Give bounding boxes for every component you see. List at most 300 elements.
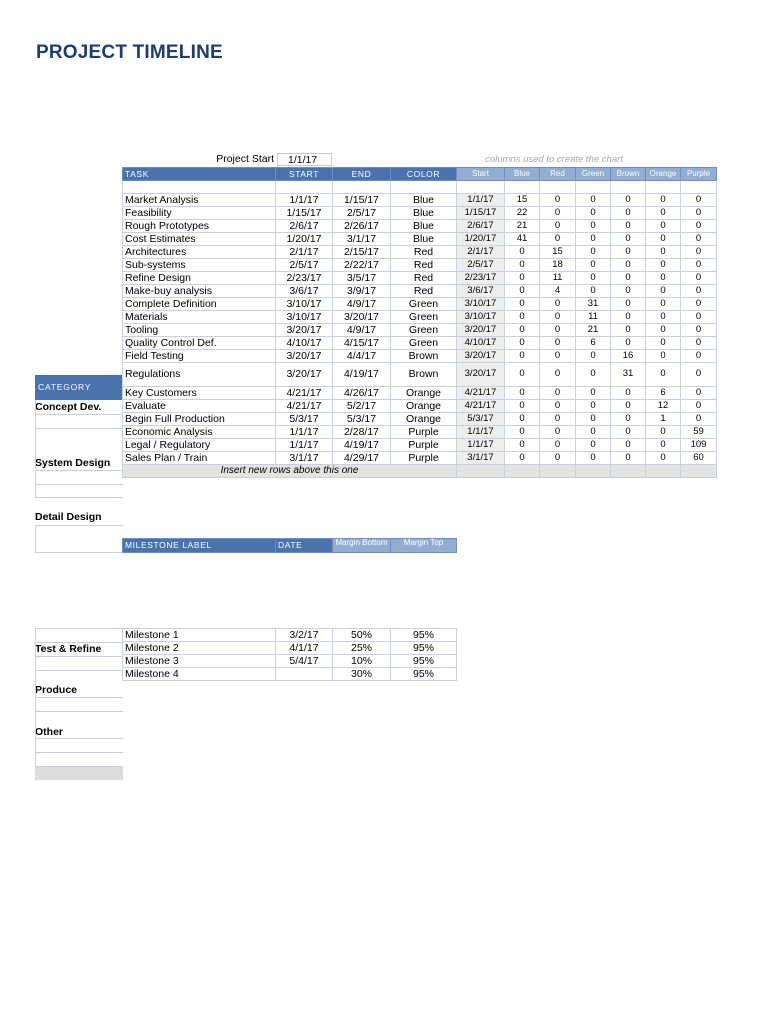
- header-milestone-date: DATE: [276, 539, 333, 553]
- task-cell-blue[interactable]: 22: [505, 206, 540, 219]
- header-color: COLOR: [391, 168, 457, 181]
- task-cell-start[interactable]: 4/10/17: [276, 336, 333, 349]
- task-cell-color[interactable]: Brown: [391, 362, 457, 386]
- task-cell-orange[interactable]: 0: [646, 310, 681, 323]
- task-cell-brown[interactable]: 16: [611, 349, 646, 362]
- task-cell-brown[interactable]: 0: [611, 412, 646, 425]
- task-cell-color[interactable]: Red: [391, 258, 457, 271]
- task-cell-brown[interactable]: 31: [611, 362, 646, 386]
- task-cell-start[interactable]: 4/21/17: [276, 386, 333, 399]
- task-cell-task[interactable]: Tooling: [123, 323, 276, 336]
- project-start-label: Project Start: [216, 153, 274, 165]
- task-cell-color[interactable]: Blue: [391, 232, 457, 245]
- task-cell-task[interactable]: Legal / Regulatory: [123, 438, 276, 451]
- insert-cell: [540, 464, 576, 477]
- task-cell-orange[interactable]: 0: [646, 297, 681, 310]
- milestone-row: [123, 668, 457, 681]
- task-cell-task[interactable]: Feasibility: [123, 206, 276, 219]
- task-cell-green[interactable]: 0: [576, 438, 611, 451]
- milestone-cell-label[interactable]: Milestone 1: [123, 629, 276, 642]
- task-cell-task[interactable]: Quality Control Def.: [123, 336, 276, 349]
- gridline: [35, 497, 123, 498]
- task-row: [123, 206, 717, 219]
- blank-cell[interactable]: [505, 181, 540, 194]
- blank-cell[interactable]: [123, 181, 276, 194]
- task-cell-start[interactable]: 3/20/17: [276, 323, 333, 336]
- task-cell-end[interactable]: 2/22/17: [333, 258, 391, 271]
- task-row: [123, 323, 717, 336]
- task-cell-purple[interactable]: 0: [681, 323, 717, 336]
- task-cell-green[interactable]: 21: [576, 323, 611, 336]
- task-cell-orange[interactable]: 0: [646, 258, 681, 271]
- header-green: Green: [576, 168, 611, 181]
- task-cell-color[interactable]: Blue: [391, 193, 457, 206]
- task-cell-task[interactable]: Make-buy analysis: [123, 284, 276, 297]
- task-cell-green[interactable]: 11: [576, 310, 611, 323]
- task-cell-hstart[interactable]: 3/6/17: [457, 284, 505, 297]
- task-cell-orange[interactable]: 0: [646, 284, 681, 297]
- category-concept-dev[interactable]: Concept Dev.: [35, 401, 102, 413]
- task-cell-task[interactable]: Sub-systems: [123, 258, 276, 271]
- task-cell-task[interactable]: Evaluate: [123, 399, 276, 412]
- task-cell-green[interactable]: 0: [576, 206, 611, 219]
- task-cell-purple[interactable]: 0: [681, 193, 717, 206]
- task-cell-blue[interactable]: 0: [505, 399, 540, 412]
- task-cell-orange[interactable]: 0: [646, 362, 681, 386]
- header-task: TASK: [123, 168, 276, 181]
- task-cell-blue[interactable]: 0: [505, 258, 540, 271]
- insert-cell: [646, 464, 681, 477]
- task-row: [123, 336, 717, 349]
- insert-note: Insert new rows above this one: [123, 464, 457, 477]
- task-cell-green[interactable]: 0: [576, 219, 611, 232]
- task-cell-blue[interactable]: 0: [505, 245, 540, 258]
- task-cell-purple[interactable]: 0: [681, 258, 717, 271]
- task-cell-hstart[interactable]: 1/1/17: [457, 425, 505, 438]
- task-row: [123, 297, 717, 310]
- task-cell-blue[interactable]: 0: [505, 323, 540, 336]
- task-cell-blue[interactable]: 0: [505, 412, 540, 425]
- task-cell-purple[interactable]: 0: [681, 362, 717, 386]
- task-cell-end[interactable]: 4/19/17: [333, 362, 391, 386]
- milestone-cell-margin-top[interactable]: 95%: [391, 629, 457, 642]
- task-cell-color[interactable]: Orange: [391, 386, 457, 399]
- milestone-cell-margin-bottom[interactable]: 30%: [333, 668, 391, 681]
- task-cell-end[interactable]: 4/4/17: [333, 349, 391, 362]
- milestone-header-row: [123, 539, 457, 553]
- blank-cell[interactable]: [333, 181, 391, 194]
- milestone-cell-margin-top[interactable]: 95%: [391, 655, 457, 668]
- task-cell-red[interactable]: 0: [540, 362, 576, 386]
- task-cell-hstart[interactable]: 3/10/17: [457, 310, 505, 323]
- task-cell-end[interactable]: 2/28/17: [333, 425, 391, 438]
- task-cell-end[interactable]: 1/15/17: [333, 193, 391, 206]
- task-cell-end[interactable]: 2/5/17: [333, 206, 391, 219]
- blank-cell[interactable]: [540, 181, 576, 194]
- task-cell-red[interactable]: 4: [540, 284, 576, 297]
- task-cell-red[interactable]: 0: [540, 193, 576, 206]
- milestone-row: [123, 655, 457, 668]
- task-cell-hstart[interactable]: 1/20/17: [457, 232, 505, 245]
- task-cell-color[interactable]: Orange: [391, 399, 457, 412]
- task-cell-brown[interactable]: 0: [611, 193, 646, 206]
- task-cell-red[interactable]: 18: [540, 258, 576, 271]
- task-cell-hstart[interactable]: 4/21/17: [457, 386, 505, 399]
- task-cell-purple[interactable]: 109: [681, 438, 717, 451]
- task-cell-blue[interactable]: 0: [505, 451, 540, 464]
- milestone-cell-label[interactable]: Milestone 3: [123, 655, 276, 668]
- task-cell-red[interactable]: 0: [540, 232, 576, 245]
- task-cell-red[interactable]: 11: [540, 271, 576, 284]
- task-cell-end[interactable]: 4/15/17: [333, 336, 391, 349]
- task-cell-green[interactable]: 0: [576, 245, 611, 258]
- task-cell-orange[interactable]: 12: [646, 399, 681, 412]
- task-cell-task[interactable]: Key Customers: [123, 386, 276, 399]
- task-cell-hstart[interactable]: 1/1/17: [457, 438, 505, 451]
- category-detail-design[interactable]: Detail Design: [35, 511, 102, 523]
- task-cell-hstart[interactable]: 2/5/17: [457, 258, 505, 271]
- task-cell-task[interactable]: Market Analysis: [123, 193, 276, 206]
- gridline: [35, 628, 123, 629]
- task-cell-brown[interactable]: 0: [611, 271, 646, 284]
- task-cell-start[interactable]: 1/1/17: [276, 193, 333, 206]
- task-cell-purple[interactable]: 0: [681, 310, 717, 323]
- header-end: END: [333, 168, 391, 181]
- task-row: [123, 245, 717, 258]
- task-cell-task[interactable]: Sales Plan / Train: [123, 451, 276, 464]
- task-cell-start[interactable]: 2/1/17: [276, 245, 333, 258]
- task-cell-purple[interactable]: 0: [681, 271, 717, 284]
- task-cell-red[interactable]: 0: [540, 451, 576, 464]
- task-cell-green[interactable]: 0: [576, 258, 611, 271]
- task-cell-purple[interactable]: 0: [681, 245, 717, 258]
- task-cell-blue[interactable]: 41: [505, 232, 540, 245]
- header-helper-start: Start: [457, 168, 505, 181]
- task-row: [123, 258, 717, 271]
- blank-cell[interactable]: [391, 181, 457, 194]
- milestone-cell-date[interactable]: 4/1/17: [276, 642, 333, 655]
- task-cell-start[interactable]: 2/5/17: [276, 258, 333, 271]
- task-cell-blue[interactable]: 0: [505, 386, 540, 399]
- task-cell-green[interactable]: 0: [576, 284, 611, 297]
- task-cell-end[interactable]: 2/15/17: [333, 245, 391, 258]
- task-cell-blue[interactable]: 0: [505, 349, 540, 362]
- task-cell-brown[interactable]: 0: [611, 336, 646, 349]
- task-cell-orange[interactable]: 0: [646, 193, 681, 206]
- task-cell-purple[interactable]: 0: [681, 284, 717, 297]
- task-cell-end[interactable]: 4/9/17: [333, 323, 391, 336]
- insert-cell: [576, 464, 611, 477]
- task-cell-brown[interactable]: 0: [611, 323, 646, 336]
- task-cell-end[interactable]: 4/29/17: [333, 451, 391, 464]
- task-cell-green[interactable]: 31: [576, 297, 611, 310]
- task-cell-brown[interactable]: 0: [611, 206, 646, 219]
- task-cell-end[interactable]: 4/9/17: [333, 297, 391, 310]
- header-margin-bottom: Margin Bottom: [333, 539, 391, 553]
- task-cell-task[interactable]: Complete Definition: [123, 297, 276, 310]
- task-header-row: [123, 168, 717, 181]
- category-produce[interactable]: Produce: [35, 684, 78, 696]
- project-start-input[interactable]: 1/1/17: [277, 153, 332, 166]
- task-cell-brown[interactable]: 0: [611, 438, 646, 451]
- task-cell-task[interactable]: Begin Full Production: [123, 412, 276, 425]
- task-cell-blue[interactable]: 21: [505, 219, 540, 232]
- milestone-cell-margin-bottom[interactable]: 10%: [333, 655, 391, 668]
- task-cell-end[interactable]: 3/9/17: [333, 284, 391, 297]
- task-cell-color[interactable]: Red: [391, 284, 457, 297]
- gridline: [35, 656, 123, 657]
- milestone-cell-date[interactable]: 5/4/17: [276, 655, 333, 668]
- task-cell-orange[interactable]: 0: [646, 206, 681, 219]
- task-cell-hstart[interactable]: 3/20/17: [457, 349, 505, 362]
- task-cell-purple[interactable]: 0: [681, 336, 717, 349]
- task-cell-purple[interactable]: 0: [681, 219, 717, 232]
- task-cell-orange[interactable]: 0: [646, 271, 681, 284]
- task-cell-green[interactable]: 0: [576, 386, 611, 399]
- task-cell-end[interactable]: 5/3/17: [333, 412, 391, 425]
- task-cell-start[interactable]: 3/10/17: [276, 297, 333, 310]
- task-cell-hstart[interactable]: 3/20/17: [457, 362, 505, 386]
- task-cell-hstart[interactable]: 1/15/17: [457, 206, 505, 219]
- task-cell-end[interactable]: 3/20/17: [333, 310, 391, 323]
- task-cell-hstart[interactable]: 2/1/17: [457, 245, 505, 258]
- task-cell-brown[interactable]: 0: [611, 425, 646, 438]
- task-cell-green[interactable]: 0: [576, 451, 611, 464]
- task-cell-color[interactable]: Purple: [391, 425, 457, 438]
- task-cell-purple[interactable]: 0: [681, 386, 717, 399]
- blank-cell[interactable]: [276, 181, 333, 194]
- gridline: [35, 470, 123, 471]
- task-cell-color[interactable]: Blue: [391, 219, 457, 232]
- milestone-table: [122, 628, 457, 681]
- gridline: [35, 525, 123, 526]
- task-cell-color[interactable]: Blue: [391, 206, 457, 219]
- task-cell-color[interactable]: Red: [391, 271, 457, 284]
- task-cell-color[interactable]: Green: [391, 297, 457, 310]
- task-cell-orange[interactable]: 0: [646, 245, 681, 258]
- task-cell-start[interactable]: 3/20/17: [276, 349, 333, 362]
- task-cell-hstart[interactable]: 4/21/17: [457, 399, 505, 412]
- insert-cell: [457, 464, 505, 477]
- task-cell-orange[interactable]: 0: [646, 438, 681, 451]
- task-cell-hstart[interactable]: 3/1/17: [457, 451, 505, 464]
- task-cell-brown[interactable]: 0: [611, 284, 646, 297]
- category-other[interactable]: Other: [35, 726, 64, 738]
- task-cell-orange[interactable]: 0: [646, 323, 681, 336]
- milestone-cell-label[interactable]: Milestone 2: [123, 642, 276, 655]
- task-cell-red[interactable]: 0: [540, 206, 576, 219]
- task-cell-start[interactable]: 3/6/17: [276, 284, 333, 297]
- task-cell-start[interactable]: 1/1/17: [276, 425, 333, 438]
- page-title: PROJECT TIMELINE: [36, 42, 223, 63]
- task-cell-start[interactable]: 3/20/17: [276, 362, 333, 386]
- milestone-cell-date[interactable]: [276, 668, 333, 681]
- task-cell-purple[interactable]: 0: [681, 297, 717, 310]
- blank-cell[interactable]: [611, 181, 646, 194]
- task-cell-brown[interactable]: 0: [611, 297, 646, 310]
- gridline: [35, 428, 123, 429]
- task-cell-hstart[interactable]: 1/1/17: [457, 193, 505, 206]
- task-cell-hstart[interactable]: 2/23/17: [457, 271, 505, 284]
- task-cell-brown[interactable]: 0: [611, 386, 646, 399]
- task-cell-brown[interactable]: 0: [611, 245, 646, 258]
- task-cell-purple[interactable]: 0: [681, 399, 717, 412]
- task-cell-blue[interactable]: 0: [505, 284, 540, 297]
- milestone-cell-margin-top[interactable]: 95%: [391, 668, 457, 681]
- blank-cell[interactable]: [646, 181, 681, 194]
- task-cell-task[interactable]: Refine Design: [123, 271, 276, 284]
- task-cell-start[interactable]: 4/21/17: [276, 399, 333, 412]
- task-cell-blue[interactable]: 0: [505, 336, 540, 349]
- task-cell-purple[interactable]: 0: [681, 349, 717, 362]
- task-row: [123, 271, 717, 284]
- task-cell-orange[interactable]: 0: [646, 219, 681, 232]
- task-cell-blue[interactable]: 0: [505, 297, 540, 310]
- task-cell-end[interactable]: 3/5/17: [333, 271, 391, 284]
- task-row: [123, 232, 717, 245]
- task-cell-orange[interactable]: 1: [646, 412, 681, 425]
- category-test-refine[interactable]: Test & Refine: [35, 643, 102, 655]
- task-cell-green[interactable]: 0: [576, 232, 611, 245]
- task-cell-blue[interactable]: 0: [505, 425, 540, 438]
- task-cell-orange[interactable]: 0: [646, 425, 681, 438]
- task-cell-orange[interactable]: 0: [646, 232, 681, 245]
- task-cell-start[interactable]: 5/3/17: [276, 412, 333, 425]
- task-cell-color[interactable]: Brown: [391, 349, 457, 362]
- task-cell-red[interactable]: 0: [540, 323, 576, 336]
- blank-cell[interactable]: [576, 181, 611, 194]
- task-cell-red[interactable]: 0: [540, 297, 576, 310]
- task-cell-purple[interactable]: 0: [681, 232, 717, 245]
- task-cell-end[interactable]: 4/19/17: [333, 438, 391, 451]
- task-cell-red[interactable]: 0: [540, 349, 576, 362]
- blank-cell[interactable]: [457, 181, 505, 194]
- task-row: [123, 412, 717, 425]
- task-cell-orange[interactable]: 6: [646, 386, 681, 399]
- task-cell-end[interactable]: 2/26/17: [333, 219, 391, 232]
- task-cell-green[interactable]: 6: [576, 336, 611, 349]
- header-milestone-label: MILESTONE LABEL: [123, 539, 276, 553]
- blank-row: [123, 181, 717, 194]
- header-start: START: [276, 168, 333, 181]
- task-cell-color[interactable]: Purple: [391, 438, 457, 451]
- task-cell-brown[interactable]: 0: [611, 399, 646, 412]
- task-cell-red[interactable]: 0: [540, 310, 576, 323]
- task-cell-brown[interactable]: 0: [611, 232, 646, 245]
- task-cell-brown[interactable]: 0: [611, 219, 646, 232]
- task-cell-orange[interactable]: 0: [646, 349, 681, 362]
- task-cell-start[interactable]: 2/6/17: [276, 219, 333, 232]
- task-cell-green[interactable]: 0: [576, 399, 611, 412]
- task-cell-blue[interactable]: 0: [505, 271, 540, 284]
- task-cell-task[interactable]: Field Testing: [123, 349, 276, 362]
- helper-columns-note: columns used to create the chart: [485, 154, 623, 165]
- task-cell-end[interactable]: 5/2/17: [333, 399, 391, 412]
- task-cell-hstart[interactable]: 2/6/17: [457, 219, 505, 232]
- task-cell-red[interactable]: 0: [540, 386, 576, 399]
- task-cell-blue[interactable]: 0: [505, 310, 540, 323]
- task-cell-hstart[interactable]: 3/10/17: [457, 297, 505, 310]
- task-cell-blue[interactable]: 15: [505, 193, 540, 206]
- task-cell-blue[interactable]: 0: [505, 362, 540, 386]
- task-cell-brown[interactable]: 0: [611, 258, 646, 271]
- task-cell-purple[interactable]: 0: [681, 412, 717, 425]
- task-row: [123, 438, 717, 451]
- task-cell-hstart[interactable]: 5/3/17: [457, 412, 505, 425]
- task-cell-start[interactable]: 3/10/17: [276, 310, 333, 323]
- task-cell-end[interactable]: 3/1/17: [333, 232, 391, 245]
- task-cell-task[interactable]: Rough Prototypes: [123, 219, 276, 232]
- task-cell-green[interactable]: 0: [576, 412, 611, 425]
- task-cell-red[interactable]: 0: [540, 412, 576, 425]
- task-cell-red[interactable]: 0: [540, 219, 576, 232]
- task-cell-green[interactable]: 0: [576, 425, 611, 438]
- milestone-cell-margin-bottom[interactable]: 50%: [333, 629, 391, 642]
- milestone-cell-date[interactable]: 3/2/17: [276, 629, 333, 642]
- task-cell-color[interactable]: Green: [391, 323, 457, 336]
- task-cell-color[interactable]: Green: [391, 336, 457, 349]
- task-cell-green[interactable]: 0: [576, 349, 611, 362]
- task-row: [123, 310, 717, 323]
- task-cell-color[interactable]: Red: [391, 245, 457, 258]
- task-cell-purple[interactable]: 59: [681, 425, 717, 438]
- task-cell-blue[interactable]: 0: [505, 438, 540, 451]
- milestone-cell-margin-bottom[interactable]: 25%: [333, 642, 391, 655]
- task-cell-red[interactable]: 0: [540, 425, 576, 438]
- task-cell-green[interactable]: 0: [576, 362, 611, 386]
- gridline: [35, 414, 123, 415]
- blank-cell[interactable]: [681, 181, 717, 194]
- task-cell-hstart[interactable]: 3/20/17: [457, 323, 505, 336]
- task-cell-purple[interactable]: 0: [681, 206, 717, 219]
- category-system-design[interactable]: System Design: [35, 457, 111, 469]
- task-cell-start[interactable]: 3/1/17: [276, 451, 333, 464]
- task-cell-orange[interactable]: 0: [646, 451, 681, 464]
- task-cell-end[interactable]: 4/26/17: [333, 386, 391, 399]
- task-row: [123, 451, 717, 464]
- task-cell-start[interactable]: 1/20/17: [276, 232, 333, 245]
- task-cell-task[interactable]: Materials: [123, 310, 276, 323]
- milestone-cell-label[interactable]: Milestone 4: [123, 668, 276, 681]
- insert-row: [123, 464, 717, 477]
- task-cell-brown[interactable]: 0: [611, 310, 646, 323]
- task-cell-orange[interactable]: 0: [646, 336, 681, 349]
- task-cell-green[interactable]: 0: [576, 271, 611, 284]
- task-cell-red[interactable]: 15: [540, 245, 576, 258]
- task-cell-hstart[interactable]: 4/10/17: [457, 336, 505, 349]
- task-cell-brown[interactable]: 0: [611, 451, 646, 464]
- task-row: [123, 284, 717, 297]
- task-cell-purple[interactable]: 60: [681, 451, 717, 464]
- task-cell-start[interactable]: 1/15/17: [276, 206, 333, 219]
- task-cell-task[interactable]: Architectures: [123, 245, 276, 258]
- task-cell-task[interactable]: Regulations: [123, 362, 276, 386]
- task-cell-red[interactable]: 0: [540, 399, 576, 412]
- header-margin-top: Margin Top: [391, 539, 457, 553]
- task-cell-task[interactable]: Cost Estimates: [123, 232, 276, 245]
- task-cell-color[interactable]: Green: [391, 310, 457, 323]
- milestone-cell-margin-top[interactable]: 95%: [391, 642, 457, 655]
- task-cell-red[interactable]: 0: [540, 438, 576, 451]
- task-cell-green[interactable]: 0: [576, 193, 611, 206]
- task-cell-task[interactable]: Economic Analysis: [123, 425, 276, 438]
- task-cell-red[interactable]: 0: [540, 336, 576, 349]
- task-cell-color[interactable]: Purple: [391, 451, 457, 464]
- task-cell-color[interactable]: Orange: [391, 412, 457, 425]
- task-cell-start[interactable]: 2/23/17: [276, 271, 333, 284]
- task-cell-start[interactable]: 1/1/17: [276, 438, 333, 451]
- category-insert-cell: [35, 767, 123, 780]
